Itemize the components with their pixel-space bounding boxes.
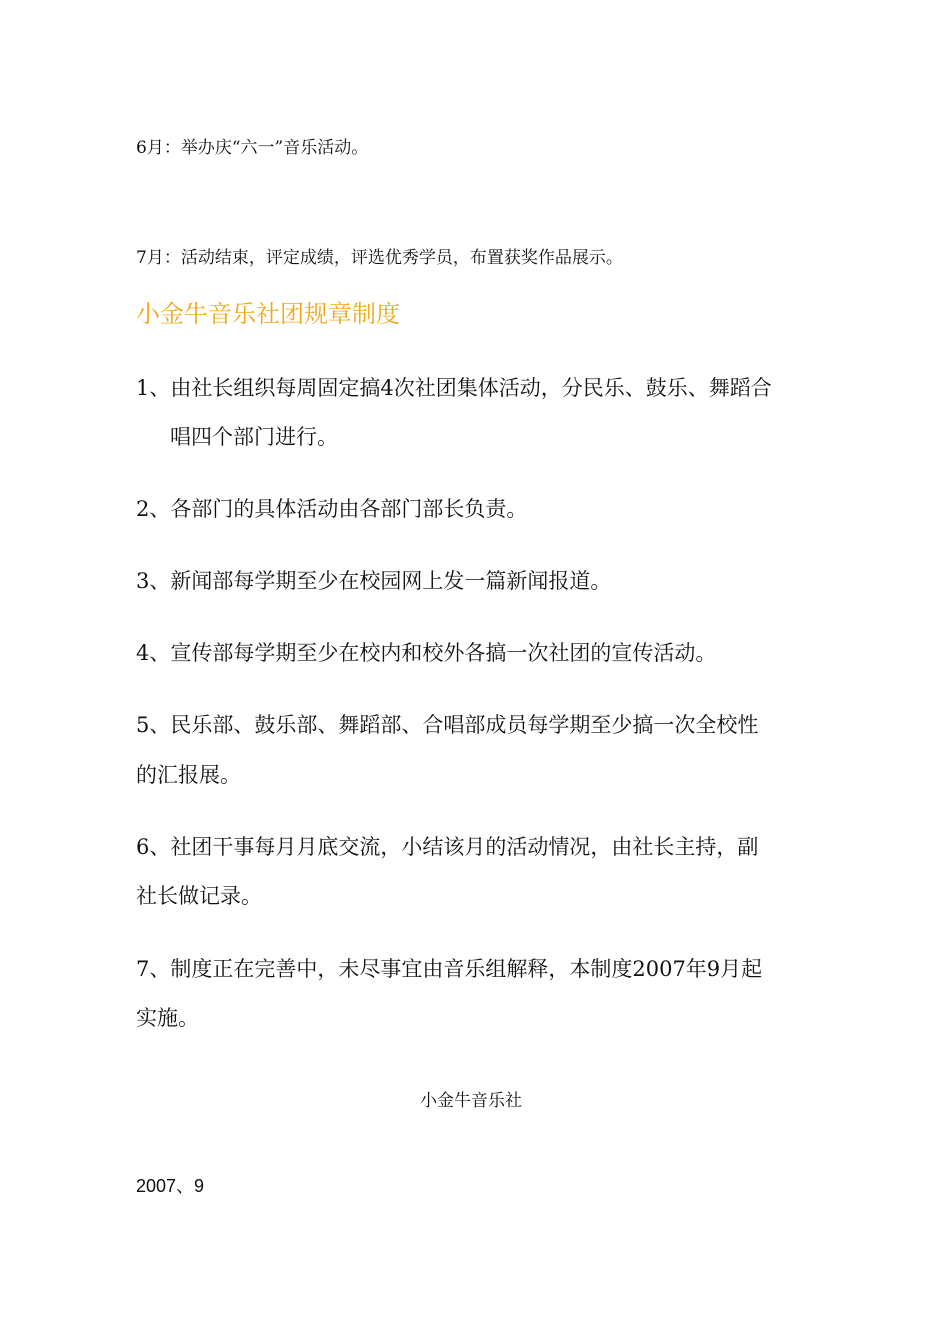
rule-4: 4、宣传部每学期至少在校内和校外各搞一次社团的宣传活动。 — [136, 641, 717, 665]
rule-5-line-1: 5、民乐部、鼓乐部、舞蹈部、合唱部成员每学期至少搞一次全校性 — [136, 713, 759, 737]
schedule-july: 7月：活动结束，评定成绩，评选优秀学员，布置获奖作品展示。 — [136, 248, 623, 268]
document-title: 小金牛音乐社团规章制度 — [136, 300, 400, 328]
rule-5-line-2: 的汇报展。 — [136, 763, 241, 787]
rule-6-line-2: 社长做记录。 — [136, 884, 262, 908]
rule-1-line-1: 1、由社长组织每周固定搞4次社团集体活动，分民乐、鼓乐、舞蹈合 — [136, 376, 772, 400]
rule-3: 3、新闻部每学期至少在校园网上发一篇新闻报道。 — [136, 569, 612, 593]
date: 2007、9 — [136, 1176, 205, 1196]
rule-2: 2、各部门的具体活动由各部门部长负责。 — [136, 497, 528, 521]
rule-1-line-2: 唱四个部门进行。 — [170, 425, 338, 449]
signature: 小金牛音乐社 — [420, 1091, 522, 1111]
rule-7-line-1: 7、制度正在完善中，未尽事宜由音乐组解释，本制度2007年9月起 — [136, 957, 763, 981]
rule-6-line-1: 6、社团干事每月月底交流，小结该月的活动情况，由社长主持，副 — [136, 835, 759, 859]
rule-7-line-2: 实施。 — [136, 1006, 199, 1030]
schedule-june: 6月：举办庆“六一”音乐活动。 — [136, 138, 369, 158]
